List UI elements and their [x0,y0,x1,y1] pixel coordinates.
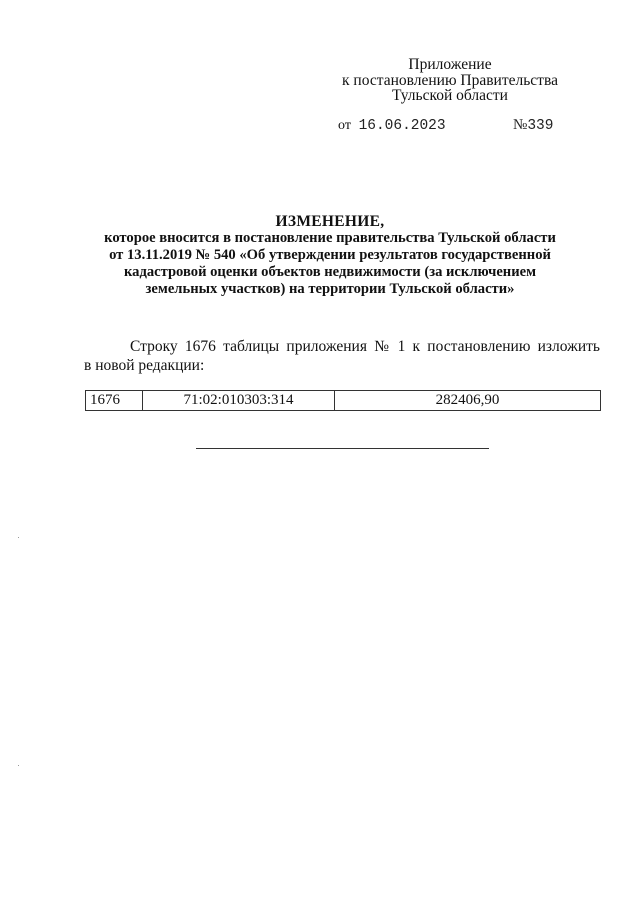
cadastral-value-cell: 282406,90 [335,391,601,411]
resolution-date-number [338,117,558,134]
title-line: кадастровой оценки объектов недвижимости (за исключением [123,264,537,280]
cadastral-number-cell: 71:02:010303:314 [143,391,335,411]
title-heading: ИЗМЕНЕНИЕ, [275,213,385,230]
appendix-line: к постановлению Правительства [342,71,558,89]
scan-speck [18,765,19,766]
title-line: земельных участков) на территории Тульской области» [145,281,515,297]
end-separator-line [196,448,489,449]
body-line: в новой редакции: [84,357,205,374]
date-prefix: от [338,118,351,133]
title-line: которое вносится в постановление правительства Тульской области [104,230,556,246]
table-row [86,391,601,411]
row-number-cell: 1676 [86,391,143,411]
title-line: от 13.11.2019 № 540 «Об утверждении результатов государственной [109,247,551,263]
resolution-number-value: 339 [527,118,554,134]
number-sign: № [513,117,528,133]
body-paragraph [84,337,600,375]
cadastral-table [85,390,601,411]
resolution-date: 16.06.2023 [358,118,446,134]
scan-speck [18,537,19,538]
body-line: Строку 1676 таблицы приложения № 1 к постановлению изложить [130,338,600,355]
appendix-line: Тульской области [392,87,508,104]
appendix-header [330,57,570,104]
document-title [80,213,580,298]
resolution-number [513,117,553,134]
appendix-line: Приложение [408,56,492,73]
